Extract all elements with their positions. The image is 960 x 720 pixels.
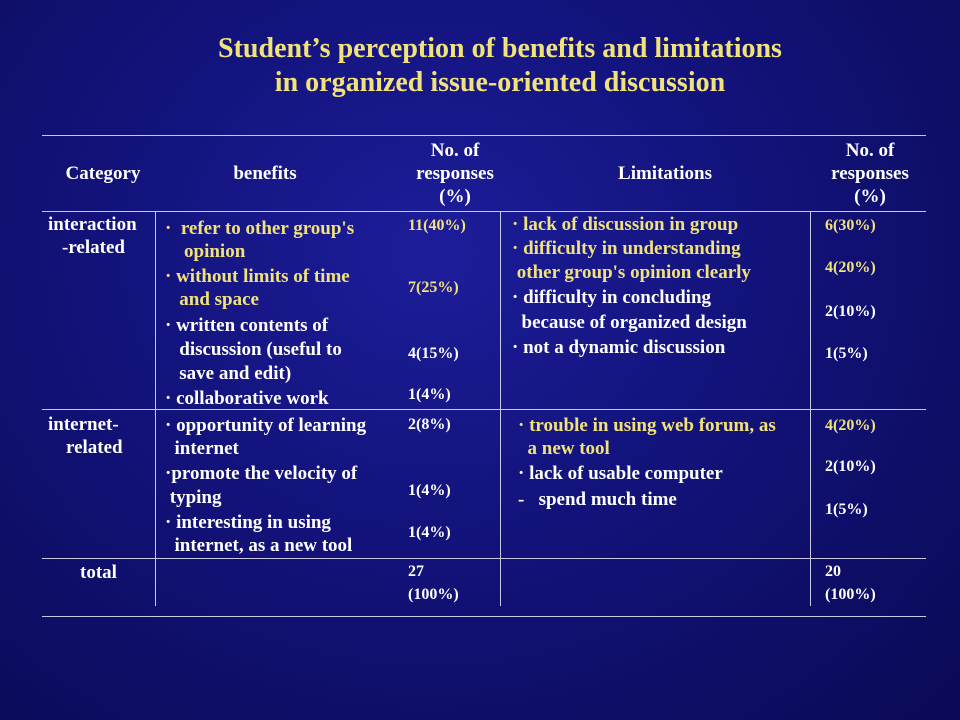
benefit-count: 2(8%) [408, 416, 451, 433]
benefit-count: 1(4%) [408, 482, 451, 499]
category-line: internet- [48, 414, 119, 435]
benefit-item: · interesting in using [165, 512, 331, 533]
row-divider-2 [42, 558, 926, 559]
header-category: Category [65, 163, 141, 184]
table-bottom-border [42, 616, 926, 617]
title-line-2: in organized issue-oriented discussion [274, 67, 726, 98]
benefit-item: typing [165, 487, 222, 508]
benefit-total [408, 560, 459, 606]
benefit-item: ·promote the velocity of [165, 463, 358, 484]
benefit-item: · opportunity of learning [165, 415, 367, 436]
benefit-item: discussion (useful to [165, 339, 342, 360]
benefit-total-percent: (100%) [408, 586, 459, 603]
title-line-1: Student’s perception of benefits and limitations [218, 33, 782, 64]
benefit-count: 11(40%) [408, 217, 466, 234]
limitation-count: 4(20%) [825, 417, 876, 434]
limitation-count: 6(30%) [825, 217, 876, 234]
limitation-item: · lack of discussion in group [512, 214, 739, 235]
category-interaction [48, 213, 137, 259]
benefit-item: · written contents of [165, 315, 329, 336]
category-line: -related [62, 237, 125, 258]
limitation-item: · trouble in using web forum, as [518, 415, 776, 436]
category-line: related [66, 437, 123, 458]
table-top-border [42, 135, 926, 136]
limitation-count: 2(10%) [825, 458, 876, 475]
benefit-item: · collaborative work [165, 388, 329, 409]
limitation-total-value: 20 [825, 563, 841, 580]
benefit-total-value: 27 [408, 563, 424, 580]
header-responses-2-line: responses [831, 163, 909, 184]
benefit-count: 1(4%) [408, 524, 451, 541]
benefit-count: 1(4%) [408, 386, 451, 403]
limitation-item: · not a dynamic discussion [512, 337, 726, 358]
limitation-item: · difficulty in understanding [512, 238, 741, 259]
limitation-item: a new tool [518, 438, 610, 459]
benefit-item: · without limits of time [165, 266, 350, 287]
header-responses-1-line: (%) [439, 186, 471, 207]
header-responses-1-line: No. of [430, 140, 480, 161]
header-responses-2 [815, 139, 925, 208]
header-limitations: Limitations [618, 163, 712, 184]
benefit-item: opinion [165, 241, 246, 262]
limitation-item: - spend much time [518, 489, 677, 510]
header-divider [42, 211, 926, 212]
limitation-item: · difficulty in concluding [512, 287, 712, 308]
benefit-count: 7(25%) [408, 279, 459, 296]
limitation-total [825, 560, 876, 606]
benefit-item: save and edit) [165, 363, 292, 384]
limitation-count: 2(10%) [825, 303, 876, 320]
category-internet [48, 413, 123, 459]
limitation-item: because of organized design [512, 312, 747, 333]
category-total: total [80, 562, 117, 583]
column-divider-1 [155, 211, 156, 606]
header-responses-2-line: (%) [854, 186, 886, 207]
benefit-item: internet [165, 438, 239, 459]
limitation-count: 4(20%) [825, 259, 876, 276]
column-divider-3 [810, 211, 811, 606]
limitation-count: 1(5%) [825, 345, 868, 362]
limitation-item: other group's opinion clearly [512, 262, 751, 283]
category-line: interaction [48, 214, 137, 235]
header-benefits: benefits [233, 163, 297, 184]
header-responses-1-line: responses [416, 163, 494, 184]
header-responses-2-line: No. of [845, 140, 895, 161]
limitation-item: · lack of usable computer [518, 463, 723, 484]
benefit-item: internet, as a new tool [165, 535, 353, 556]
benefit-item: · refer to other group's [165, 218, 355, 239]
column-divider-2 [500, 211, 501, 606]
benefit-item: and space [165, 289, 259, 310]
limitation-count: 1(5%) [825, 501, 868, 518]
limitation-total-percent: (100%) [825, 586, 876, 603]
benefit-count: 4(15%) [408, 345, 459, 362]
header-responses-1 [400, 139, 510, 208]
slide-title [0, 32, 960, 100]
